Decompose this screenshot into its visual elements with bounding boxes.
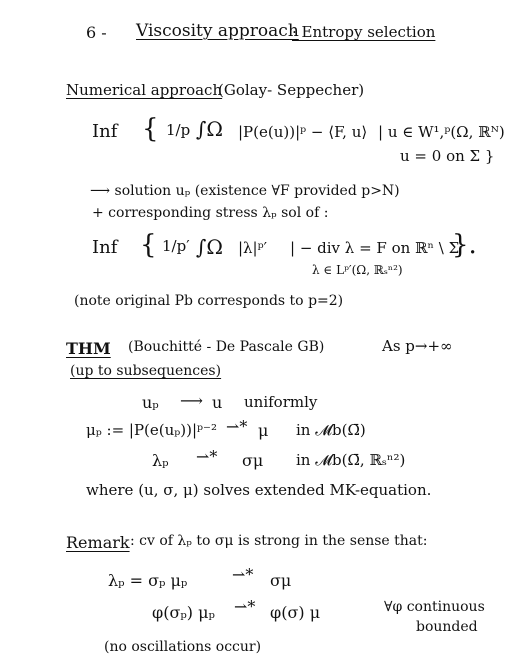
remark-eq1-right: σμ bbox=[270, 571, 292, 590]
numerical-heading: Numerical approach bbox=[66, 81, 223, 99]
inf1-fraction: 1/p bbox=[166, 121, 191, 139]
conv2-arrow: ⇀* bbox=[226, 417, 248, 436]
conv3-arrow: ⇀* bbox=[196, 447, 218, 466]
remark-side-note-continuous: ∀φ continuous bbox=[384, 599, 485, 615]
conv1-mode: uniformly bbox=[244, 393, 318, 411]
inf2-prefix: Inf bbox=[92, 237, 118, 258]
inf2-constraint-space: λ ∈ Lᵖ′(Ω, ℝₛⁿ²) bbox=[312, 263, 403, 277]
conv1-arrow: ⟶ bbox=[180, 391, 203, 410]
inf1-constraint-boundary: u = 0 on Σ } bbox=[400, 147, 495, 165]
remark-label: Remark bbox=[66, 533, 130, 552]
inf2-constraint-divergence: | − div λ = F on ℝⁿ \ Σ bbox=[290, 239, 460, 257]
conv3-space: in 𝓜b(Ω̄, ℝₛⁿ²) bbox=[296, 451, 406, 469]
section-subtitle: · Entropy selection bbox=[292, 23, 436, 41]
inf1-constraint-space: | u ∈ W¹,ᵖ(Ω, ℝᴺ) bbox=[378, 123, 505, 141]
remark-text: : cv of λₚ to σμ is strong in the sense that: bbox=[130, 533, 428, 549]
inf1-expression: |P(e(u))|ᵖ − ⟨F, u⟩ bbox=[238, 123, 368, 141]
remark-side-note-bounded: bounded bbox=[416, 619, 478, 635]
remark-eq2-left: φ(σₚ) μₚ bbox=[152, 603, 215, 622]
inf1-integral: ∫Ω bbox=[196, 117, 224, 141]
conv1-limit: u bbox=[212, 393, 223, 412]
conv2-left: μₚ := |P(e(uₚ))|ᵖ⁻² bbox=[86, 421, 217, 439]
remark-footer: (no oscillations occur) bbox=[104, 639, 262, 655]
theorem-authors: (Bouchitté - De Pascale GB) bbox=[128, 339, 325, 355]
section-number: 6 - bbox=[86, 23, 107, 42]
conv2-space: in 𝓜b(Ω̄) bbox=[296, 421, 366, 439]
inf2-integral: ∫Ω bbox=[196, 235, 224, 259]
conv3-limit: σμ bbox=[242, 451, 264, 470]
inf1-prefix: Inf bbox=[92, 121, 118, 142]
stress-line: + corresponding stress λₚ sol of : bbox=[92, 205, 329, 221]
theorem-conclusion: where (u, σ, μ) solves extended MK-equation. bbox=[86, 481, 432, 499]
remark-eq1-left: λₚ = σₚ μₚ bbox=[108, 571, 188, 590]
remark-eq2-arrow: ⇀* bbox=[234, 597, 256, 616]
conv3-left: λₚ bbox=[152, 451, 169, 470]
inf2-fraction: 1/p′ bbox=[162, 237, 190, 255]
numerical-authors: (Golay- Seppecher) bbox=[218, 81, 365, 99]
theorem-subsequence-note: (up to subsequences) bbox=[70, 363, 222, 379]
inf2-brace-open: { bbox=[140, 230, 157, 260]
remark-eq2-right: φ(σ) μ bbox=[270, 603, 321, 622]
inf2-brace-close: }. bbox=[452, 230, 477, 260]
theorem-label: THM bbox=[66, 339, 111, 358]
inf2-expression: |λ|ᵖ′ bbox=[238, 239, 268, 257]
original-problem-note: (note original Pb corresponds to p=2) bbox=[74, 293, 344, 309]
remark-eq1-arrow: ⇀* bbox=[232, 565, 254, 584]
conv2-limit: μ bbox=[258, 421, 269, 440]
section-title: Viscosity approach bbox=[136, 21, 299, 41]
theorem-limit-condition: As p→+∞ bbox=[382, 337, 453, 355]
inf1-brace: { bbox=[142, 114, 159, 144]
conv1-left: uₚ bbox=[142, 393, 159, 412]
solution-line: ⟶ solution uₚ (existence ∀F provided p>N) bbox=[90, 183, 400, 199]
